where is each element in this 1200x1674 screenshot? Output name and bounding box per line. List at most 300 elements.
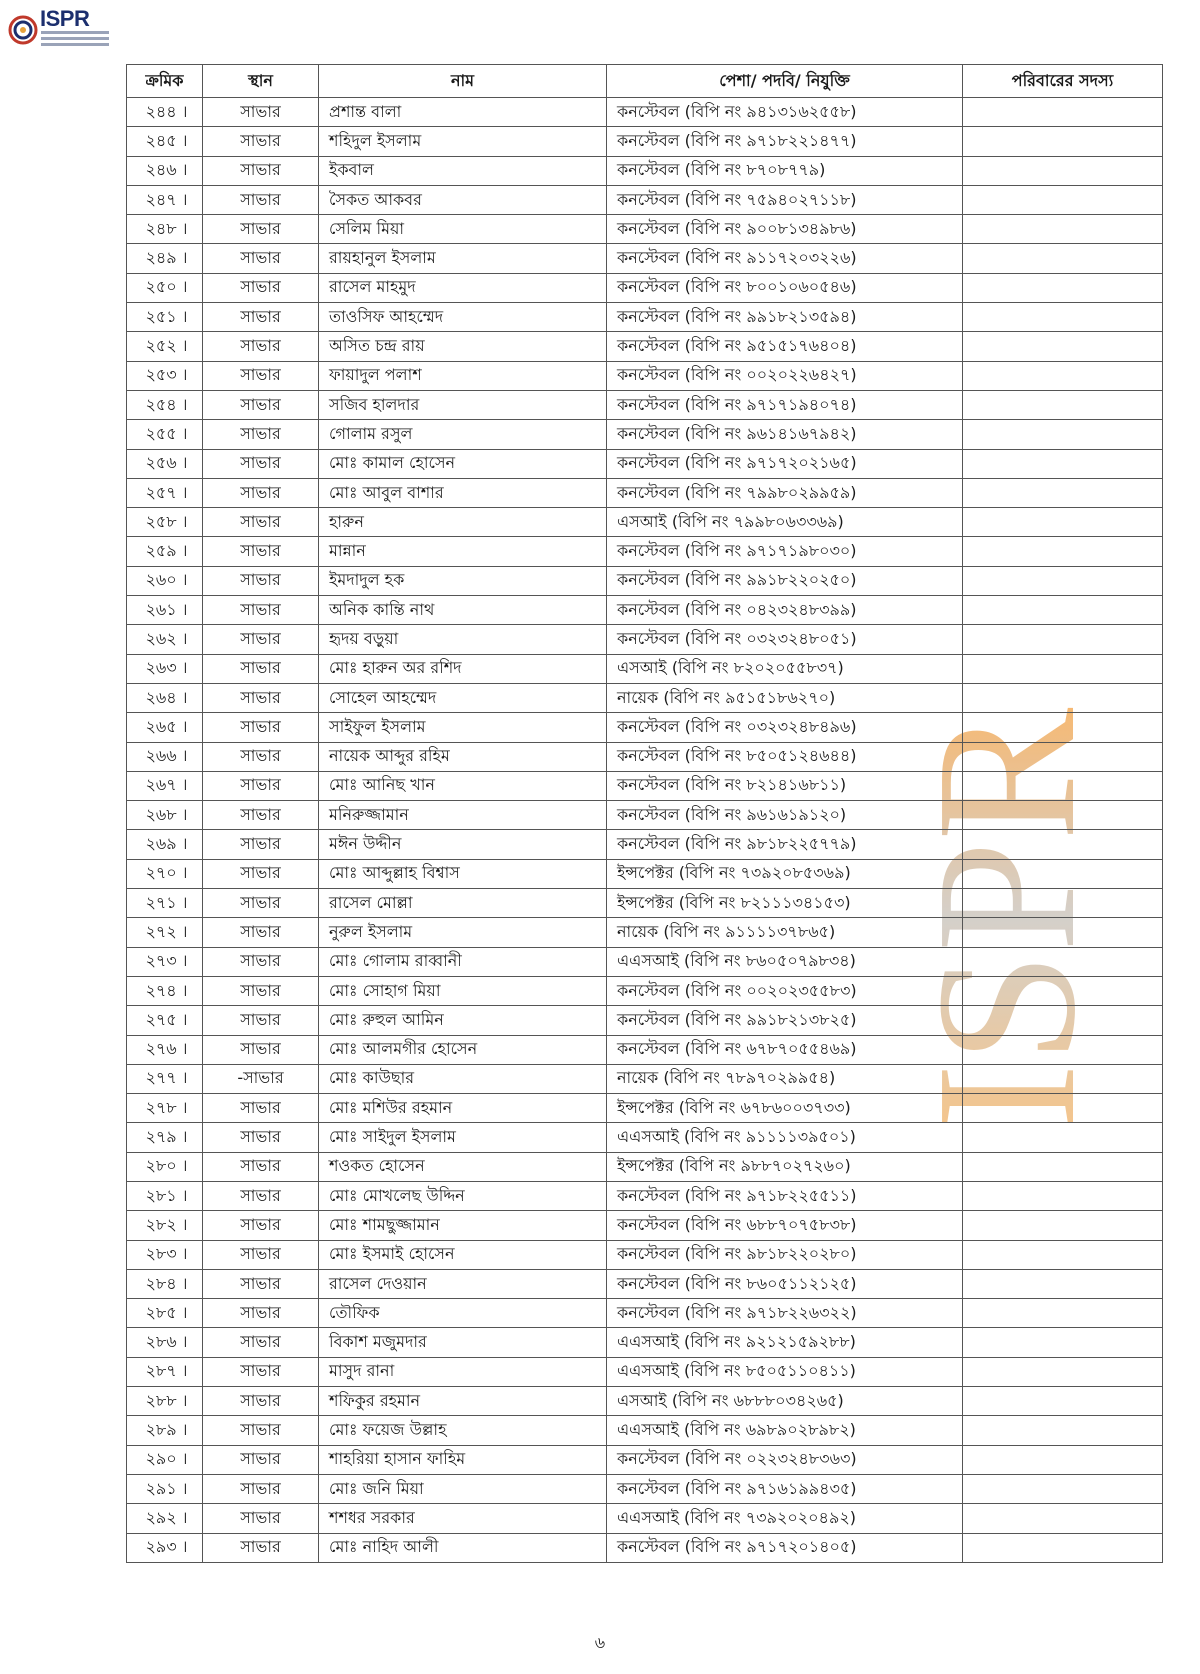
name-cell: মোঃ ফয়েজ উল্লাহ xyxy=(319,1416,607,1445)
roster-table xyxy=(126,64,1163,1563)
serial-cell: ২৫৫ । xyxy=(127,420,203,449)
place-cell: সাভার xyxy=(203,683,319,712)
name-cell: মোঃ শামছুজ্জামান xyxy=(319,1211,607,1240)
table-row xyxy=(127,537,1163,566)
serial-cell: ২৭৬ । xyxy=(127,1035,203,1064)
serial-cell: ২৭৯ । xyxy=(127,1123,203,1152)
name-cell: মোঃ আলমগীর হোসেন xyxy=(319,1035,607,1064)
table-row xyxy=(127,478,1163,507)
rank-cell: কনস্টেবল (বিপি নং ৯৬১৬১৯১২০) xyxy=(607,801,963,830)
family-cell xyxy=(963,449,1163,478)
name-cell: মোঃ আবুল বাশার xyxy=(319,478,607,507)
place-cell: সাভার xyxy=(203,713,319,742)
family-cell xyxy=(963,1328,1163,1357)
rank-cell: কনস্টেবল (বিপি নং ৯৭১৮২২৫৫১১) xyxy=(607,1181,963,1210)
place-cell: সাভার xyxy=(203,654,319,683)
place-cell: সাভার xyxy=(203,1035,319,1064)
rank-cell: কনস্টেবল (বিপি নং ৯৪১৩১৬২৫৫৮) xyxy=(607,98,963,127)
rank-cell: কনস্টেবল (বিপি নং ৮০০১০৬০৫৪৬) xyxy=(607,273,963,302)
rank-cell: কনস্টেবল (বিপি নং ৮২১৪১৬৮১১) xyxy=(607,771,963,800)
rank-cell: নায়েক (বিপি নং ৯১১১১৩৭৮৬৫) xyxy=(607,918,963,947)
family-cell xyxy=(963,215,1163,244)
name-cell: মোঃ রুহুল আমিন xyxy=(319,1006,607,1035)
serial-cell: ২৬১ । xyxy=(127,596,203,625)
serial-cell: ২৫১ । xyxy=(127,303,203,332)
place-cell: সাভার xyxy=(203,1152,319,1181)
family-cell xyxy=(963,1416,1163,1445)
name-cell: মনিরুজ্জামান xyxy=(319,801,607,830)
name-cell: হারুন xyxy=(319,508,607,537)
rank-cell: এএসআই (বিপি নং ৭৩৯২০২০৪৯২) xyxy=(607,1504,963,1533)
table-row xyxy=(127,1094,1163,1123)
serial-cell: ২৯২ । xyxy=(127,1504,203,1533)
name-cell: প্রশান্ত বালা xyxy=(319,98,607,127)
name-cell: মোঃ সোহাগ মিয়া xyxy=(319,976,607,1005)
name-cell: মোঃ আনিছ খান xyxy=(319,771,607,800)
family-cell xyxy=(963,478,1163,507)
table-row xyxy=(127,889,1163,918)
column-header-place: স্থান xyxy=(203,65,319,98)
place-cell: সাভার xyxy=(203,976,319,1005)
place-cell: সাভার xyxy=(203,1328,319,1357)
rank-cell: কনস্টেবল (বিপি নং ৯৭১৭১৯৪০৭৪) xyxy=(607,390,963,419)
rank-cell: কনস্টেবল (বিপি নং ৯৬১৪১৬৭৯৪২) xyxy=(607,420,963,449)
serial-cell: ২৫৬ । xyxy=(127,449,203,478)
table-row xyxy=(127,566,1163,595)
family-cell xyxy=(963,1504,1163,1533)
place-cell: -সাভার xyxy=(203,1064,319,1093)
family-cell xyxy=(963,156,1163,185)
place-cell: সাভার xyxy=(203,742,319,771)
serial-cell: ২৭৮ । xyxy=(127,1094,203,1123)
table-row xyxy=(127,1152,1163,1181)
rank-cell: কনস্টেবল (বিপি নং ৮৭০৮৭৭৯) xyxy=(607,156,963,185)
table-row xyxy=(127,1299,1163,1328)
name-cell: রাসেল মোল্লা xyxy=(319,889,607,918)
name-cell: শওকত হোসেন xyxy=(319,1152,607,1181)
serial-cell: ২৬২ । xyxy=(127,625,203,654)
name-cell: সজিব হালদার xyxy=(319,390,607,419)
table-row xyxy=(127,1387,1163,1416)
name-cell: মোঃ কাউছার xyxy=(319,1064,607,1093)
serial-cell: ২৪৯ । xyxy=(127,244,203,273)
rank-cell: এএসআই (বিপি নং ৯২১২১৫৯২৮৮) xyxy=(607,1328,963,1357)
table-row xyxy=(127,654,1163,683)
family-cell xyxy=(963,742,1163,771)
logo-subtext xyxy=(41,31,109,49)
serial-cell: ২৭৭ । xyxy=(127,1064,203,1093)
family-cell xyxy=(963,420,1163,449)
place-cell: সাভার xyxy=(203,508,319,537)
serial-cell: ২৬৭ । xyxy=(127,771,203,800)
column-header-name: নাম xyxy=(319,65,607,98)
family-cell xyxy=(963,537,1163,566)
serial-cell: ২৮৬ । xyxy=(127,1328,203,1357)
rank-cell: কনস্টেবল (বিপি নং ৯৭১৮২২৬৩২২) xyxy=(607,1299,963,1328)
serial-cell: ২৫৯ । xyxy=(127,537,203,566)
name-cell: শফিকুর রহমান xyxy=(319,1387,607,1416)
rank-cell: ইন্সপেক্টর (বিপি নং ৬৭৮৬০০৩৭৩৩) xyxy=(607,1094,963,1123)
table-row xyxy=(127,127,1163,156)
place-cell: সাভার xyxy=(203,830,319,859)
rank-cell: ইন্সপেক্টর (বিপি নং ৭৩৯২০৮৫৩৬৯) xyxy=(607,859,963,888)
family-cell xyxy=(963,918,1163,947)
serial-cell: ২৫০ । xyxy=(127,273,203,302)
name-cell: মোঃ নাহিদ আলী xyxy=(319,1533,607,1562)
table-row xyxy=(127,1064,1163,1093)
family-cell xyxy=(963,1211,1163,1240)
serial-cell: ২৮৪ । xyxy=(127,1269,203,1298)
place-cell: সাভার xyxy=(203,1533,319,1562)
serial-cell: ২৫৩ । xyxy=(127,361,203,390)
place-cell: সাভার xyxy=(203,390,319,419)
table-row xyxy=(127,420,1163,449)
table-header-row xyxy=(127,65,1163,98)
name-cell: মোঃ কামাল হোসেন xyxy=(319,449,607,478)
rank-cell: নায়েক (বিপি নং ৯৫১৫১৮৬২৭০) xyxy=(607,683,963,712)
place-cell: সাভার xyxy=(203,1474,319,1503)
name-cell: মোঃ ইসমাই হোসেন xyxy=(319,1240,607,1269)
serial-cell: ২৮৮ । xyxy=(127,1387,203,1416)
family-cell xyxy=(963,947,1163,976)
table-row xyxy=(127,98,1163,127)
table-row xyxy=(127,215,1163,244)
family-cell xyxy=(963,1064,1163,1093)
name-cell: সৈকত আকবর xyxy=(319,185,607,214)
place-cell: সাভার xyxy=(203,566,319,595)
serial-cell: ২৯০ । xyxy=(127,1445,203,1474)
family-cell xyxy=(963,303,1163,332)
rank-cell: এসআই (বিপি নং ৬৮৮৮০৩৪২৬৫) xyxy=(607,1387,963,1416)
table-row xyxy=(127,742,1163,771)
place-cell: সাভার xyxy=(203,420,319,449)
rank-cell: কনস্টেবল (বিপি নং ৭৯৯৮০২৯৯৫৯) xyxy=(607,478,963,507)
place-cell: সাভার xyxy=(203,478,319,507)
family-cell xyxy=(963,508,1163,537)
family-cell xyxy=(963,127,1163,156)
place-cell: সাভার xyxy=(203,1094,319,1123)
place-cell: সাভার xyxy=(203,361,319,390)
place-cell: সাভার xyxy=(203,771,319,800)
rank-cell: কনস্টেবল (বিপি নং ৯৯১৮২১৩৮২৫) xyxy=(607,1006,963,1035)
table-row xyxy=(127,508,1163,537)
serial-cell: ২৪৫ । xyxy=(127,127,203,156)
place-cell: সাভার xyxy=(203,625,319,654)
family-cell xyxy=(963,713,1163,742)
table-row xyxy=(127,830,1163,859)
rank-cell: কনস্টেবল (বিপি নং ৯৭১৭২০১৪০৫) xyxy=(607,1533,963,1562)
serial-cell: ২৮৯ । xyxy=(127,1416,203,1445)
table-row xyxy=(127,1211,1163,1240)
table-row xyxy=(127,156,1163,185)
serial-cell: ২৭২ । xyxy=(127,918,203,947)
serial-cell: ২৬৪ । xyxy=(127,683,203,712)
serial-cell: ২৬০ । xyxy=(127,566,203,595)
rank-cell: কনস্টেবল (বিপি নং ০০২০২৩৫৫৮৩) xyxy=(607,976,963,1005)
rank-cell: ইন্সপেক্টর (বিপি নং ৮২১১১৩৪১৫৩) xyxy=(607,889,963,918)
serial-cell: ২৮৭ । xyxy=(127,1357,203,1386)
place-cell: সাভার xyxy=(203,1299,319,1328)
place-cell: সাভার xyxy=(203,273,319,302)
family-cell xyxy=(963,185,1163,214)
serial-cell: ২৬৫ । xyxy=(127,713,203,742)
table-row xyxy=(127,1474,1163,1503)
serial-cell: ২৬৩ । xyxy=(127,654,203,683)
table-row xyxy=(127,1416,1163,1445)
rank-cell: কনস্টেবল (বিপি নং ০০২০২২৬৪২৭) xyxy=(607,361,963,390)
column-header-family: পরিবারের সদস্য xyxy=(963,65,1163,98)
serial-cell: ২৬৯ । xyxy=(127,830,203,859)
serial-cell: ২৭০ । xyxy=(127,859,203,888)
family-cell xyxy=(963,1006,1163,1035)
rank-cell: কনস্টেবল (বিপি নং ৯৮১৮২২০২৮০) xyxy=(607,1240,963,1269)
serial-cell: ২৯১ । xyxy=(127,1474,203,1503)
place-cell: সাভার xyxy=(203,1123,319,1152)
family-cell xyxy=(963,1387,1163,1416)
table-row xyxy=(127,1006,1163,1035)
serial-cell: ২৭১ । xyxy=(127,889,203,918)
name-cell: সেলিম মিয়া xyxy=(319,215,607,244)
family-cell xyxy=(963,1035,1163,1064)
serial-cell: ২৪৪ । xyxy=(127,98,203,127)
place-cell: সাভার xyxy=(203,1357,319,1386)
name-cell: মোঃ আব্দুল্লাহ বিশ্বাস xyxy=(319,859,607,888)
place-cell: সাভার xyxy=(203,537,319,566)
name-cell: নুরুল ইসলাম xyxy=(319,918,607,947)
name-cell: শশধর সরকার xyxy=(319,1504,607,1533)
family-cell xyxy=(963,859,1163,888)
rank-cell: কনস্টেবল (বিপি নং ৯৭১৭২০২১৬৫) xyxy=(607,449,963,478)
rank-cell: এসআই (বিপি নং ৭৯৯৮০৬৩৩৬৯) xyxy=(607,508,963,537)
rank-cell: কনস্টেবল (বিপি নং ৬৮৮৭০৭৫৮৩৮) xyxy=(607,1211,963,1240)
family-cell xyxy=(963,361,1163,390)
serial-cell: ২৬৬ । xyxy=(127,742,203,771)
table-row xyxy=(127,1269,1163,1298)
rank-cell: এএসআই (বিপি নং ৮৬০৫০৭৯৮৩৪) xyxy=(607,947,963,976)
table-row xyxy=(127,332,1163,361)
place-cell: সাভার xyxy=(203,215,319,244)
place-cell: সাভার xyxy=(203,1269,319,1298)
name-cell: তৌফিক xyxy=(319,1299,607,1328)
family-cell xyxy=(963,1181,1163,1210)
place-cell: সাভার xyxy=(203,859,319,888)
serial-cell: ২৪৭ । xyxy=(127,185,203,214)
table-row xyxy=(127,683,1163,712)
rank-cell: কনস্টেবল (বিপি নং ৯৭১৬১৯৯৪৩৫) xyxy=(607,1474,963,1503)
place-cell: সাভার xyxy=(203,947,319,976)
rank-cell: এএসআই (বিপি নং ৬৯৮৯০২৮৯৮২) xyxy=(607,1416,963,1445)
table-row xyxy=(127,625,1163,654)
table-row xyxy=(127,1445,1163,1474)
rank-cell: কনস্টেবল (বিপি নং ৯০০৮১৩৪৯৮৬) xyxy=(607,215,963,244)
name-cell: অনিক কান্তি নাথ xyxy=(319,596,607,625)
family-cell xyxy=(963,1123,1163,1152)
place-cell: সাভার xyxy=(203,303,319,332)
family-cell xyxy=(963,1240,1163,1269)
table-row xyxy=(127,1181,1163,1210)
serial-cell: ২৬৮ । xyxy=(127,801,203,830)
family-cell xyxy=(963,771,1163,800)
name-cell: শাহরিয়া হাসান ফাহিম xyxy=(319,1445,607,1474)
table-row xyxy=(127,303,1163,332)
rank-cell: কনস্টেবল (বিপি নং ০৪২৩২৪৮৩৯৯) xyxy=(607,596,963,625)
place-cell: সাভার xyxy=(203,127,319,156)
name-cell: মোঃ সাইদুল ইসলাম xyxy=(319,1123,607,1152)
name-cell: গোলাম রসুল xyxy=(319,420,607,449)
serial-cell: ২৫৭ । xyxy=(127,478,203,507)
family-cell xyxy=(963,244,1163,273)
table-row xyxy=(127,390,1163,419)
page-number: ৬ xyxy=(594,1633,606,1652)
place-cell: সাভার xyxy=(203,596,319,625)
ispr-logo xyxy=(8,6,108,52)
table-row xyxy=(127,1504,1163,1533)
place-cell: সাভার xyxy=(203,449,319,478)
serial-cell: ২৭৫ । xyxy=(127,1006,203,1035)
family-cell xyxy=(963,1152,1163,1181)
serial-cell: ২৪৬ । xyxy=(127,156,203,185)
table-row xyxy=(127,1035,1163,1064)
family-cell xyxy=(963,976,1163,1005)
rank-cell: কনস্টেবল (বিপি নং ৯৯১৮২২০২৫০) xyxy=(607,566,963,595)
rank-cell: কনস্টেবল (বিপি নং ০২২৩২৪৮৩৬৩) xyxy=(607,1445,963,1474)
table-row xyxy=(127,244,1163,273)
ispr-emblem-icon xyxy=(8,8,38,50)
watermark-text: ISPR xyxy=(896,707,1117,1130)
place-cell: সাভার xyxy=(203,801,319,830)
serial-cell: ২৭৪ । xyxy=(127,976,203,1005)
name-cell: মঈন উদ্দীন xyxy=(319,830,607,859)
rank-cell: কনস্টেবল (বিপি নং ৯৭১৮২২১৪৭৭) xyxy=(607,127,963,156)
table-row xyxy=(127,1357,1163,1386)
name-cell: তাওসিফ আহম্মেদ xyxy=(319,303,607,332)
family-cell xyxy=(963,830,1163,859)
serial-cell: ২৭৩ । xyxy=(127,947,203,976)
name-cell: অসিত চন্দ্র রায় xyxy=(319,332,607,361)
table-row xyxy=(127,713,1163,742)
name-cell: মোঃ হারুন অর রশিদ xyxy=(319,654,607,683)
serial-cell: ২৮২ । xyxy=(127,1211,203,1240)
family-cell xyxy=(963,683,1163,712)
family-cell xyxy=(963,1094,1163,1123)
name-cell: মোঃ মশিউর রহমান xyxy=(319,1094,607,1123)
table-row xyxy=(127,1533,1163,1562)
logo-text: ISPR xyxy=(40,6,90,31)
place-cell: সাভার xyxy=(203,1445,319,1474)
name-cell: মোঃ গোলাম রাব্বানী xyxy=(319,947,607,976)
table-row xyxy=(127,771,1163,800)
rank-cell: কনস্টেবল (বিপি নং ৯৫১৫১৭৬৪০৪) xyxy=(607,332,963,361)
rank-cell: কনস্টেবল (বিপি নং ৯৭১৭১৯৮০৩০) xyxy=(607,537,963,566)
serial-cell: ২৮১ । xyxy=(127,1181,203,1210)
name-cell: মোঃ জনি মিয়া xyxy=(319,1474,607,1503)
family-cell xyxy=(963,801,1163,830)
name-cell: মান্নান xyxy=(319,537,607,566)
name-cell: মাসুদ রানা xyxy=(319,1357,607,1386)
family-cell xyxy=(963,1445,1163,1474)
serial-cell: ২৯৩ । xyxy=(127,1533,203,1562)
table-row xyxy=(127,1240,1163,1269)
table-row xyxy=(127,1328,1163,1357)
rank-cell: কনস্টেবল (বিপি নং ৮৬০৫১১২১২৫) xyxy=(607,1269,963,1298)
family-cell xyxy=(963,1269,1163,1298)
table-row xyxy=(127,947,1163,976)
rank-cell: কনস্টেবল (বিপি নং ৮৫০৫১২৪৬৪৪) xyxy=(607,742,963,771)
name-cell: সোহেল আহম্মেদ xyxy=(319,683,607,712)
table-row xyxy=(127,918,1163,947)
place-cell: সাভার xyxy=(203,889,319,918)
rank-cell: কনস্টেবল (বিপি নং ৯৮১৮২২৫৭৭৯) xyxy=(607,830,963,859)
rank-cell: কনস্টেবল (বিপি নং ৭৫৯৪০২৭১১৮) xyxy=(607,185,963,214)
table-row xyxy=(127,976,1163,1005)
place-cell: সাভার xyxy=(203,1211,319,1240)
name-cell: বিকাশ মজুমদার xyxy=(319,1328,607,1357)
serial-cell: ২৫৪ । xyxy=(127,390,203,419)
place-cell: সাভার xyxy=(203,244,319,273)
name-cell: সাইফুল ইসলাম xyxy=(319,713,607,742)
serial-cell: ২৮০ । xyxy=(127,1152,203,1181)
rank-cell: ইন্সপেক্টর (বিপি নং ৯৮৮৭০২৭২৬০) xyxy=(607,1152,963,1181)
family-cell xyxy=(963,625,1163,654)
serial-cell: ২৮৩ । xyxy=(127,1240,203,1269)
rank-cell: কনস্টেবল (বিপি নং ৯৯১৮২১৩৫৯৪) xyxy=(607,303,963,332)
table-row xyxy=(127,361,1163,390)
family-cell xyxy=(963,1357,1163,1386)
rank-cell: কনস্টেবল (বিপি নং ০৩২৩২৪৮০৫১) xyxy=(607,625,963,654)
family-cell xyxy=(963,654,1163,683)
family-cell xyxy=(963,1299,1163,1328)
place-cell: সাভার xyxy=(203,98,319,127)
place-cell: সাভার xyxy=(203,918,319,947)
rank-cell: কনস্টেবল (বিপি নং ৯১১৭২০৩২২৬) xyxy=(607,244,963,273)
name-cell: ইকবাল xyxy=(319,156,607,185)
name-cell: শহিদুল ইসলাম xyxy=(319,127,607,156)
family-cell xyxy=(963,889,1163,918)
name-cell: নায়েক আব্দুর রহিম xyxy=(319,742,607,771)
place-cell: সাভার xyxy=(203,1240,319,1269)
rank-cell: এসআই (বিপি নং ৮২০২০৫৫৮৩৭) xyxy=(607,654,963,683)
serial-cell: ২৫২ । xyxy=(127,332,203,361)
family-cell xyxy=(963,98,1163,127)
name-cell: হৃদয় বড়ুয়া xyxy=(319,625,607,654)
table-row xyxy=(127,859,1163,888)
name-cell: রাসেল দেওয়ান xyxy=(319,1269,607,1298)
table-row xyxy=(127,801,1163,830)
family-cell xyxy=(963,1474,1163,1503)
place-cell: সাভার xyxy=(203,332,319,361)
place-cell: সাভার xyxy=(203,185,319,214)
rank-cell: এএসআই (বিপি নং ৮৫০৫১১০৪১১) xyxy=(607,1357,963,1386)
family-cell xyxy=(963,566,1163,595)
table-row xyxy=(127,596,1163,625)
rank-cell: নায়েক (বিপি নং ৭৮৯৭০২৯৯৫৪) xyxy=(607,1064,963,1093)
serial-cell: ২৫৮ । xyxy=(127,508,203,537)
family-cell xyxy=(963,1533,1163,1562)
name-cell: মোঃ মোখলেছ উদ্দিন xyxy=(319,1181,607,1210)
table-row xyxy=(127,185,1163,214)
place-cell: সাভার xyxy=(203,1416,319,1445)
family-cell xyxy=(963,273,1163,302)
serial-cell: ২৮৫ । xyxy=(127,1299,203,1328)
column-header-rank: পেশা/ পদবি/ নিযুক্তি xyxy=(607,65,963,98)
place-cell: সাভার xyxy=(203,1006,319,1035)
family-cell xyxy=(963,332,1163,361)
name-cell: ইমদাদুল হক xyxy=(319,566,607,595)
table-row xyxy=(127,273,1163,302)
name-cell: রাসেল মাহমুদ xyxy=(319,273,607,302)
name-cell: রায়হানুল ইসলাম xyxy=(319,244,607,273)
table-row xyxy=(127,1123,1163,1152)
